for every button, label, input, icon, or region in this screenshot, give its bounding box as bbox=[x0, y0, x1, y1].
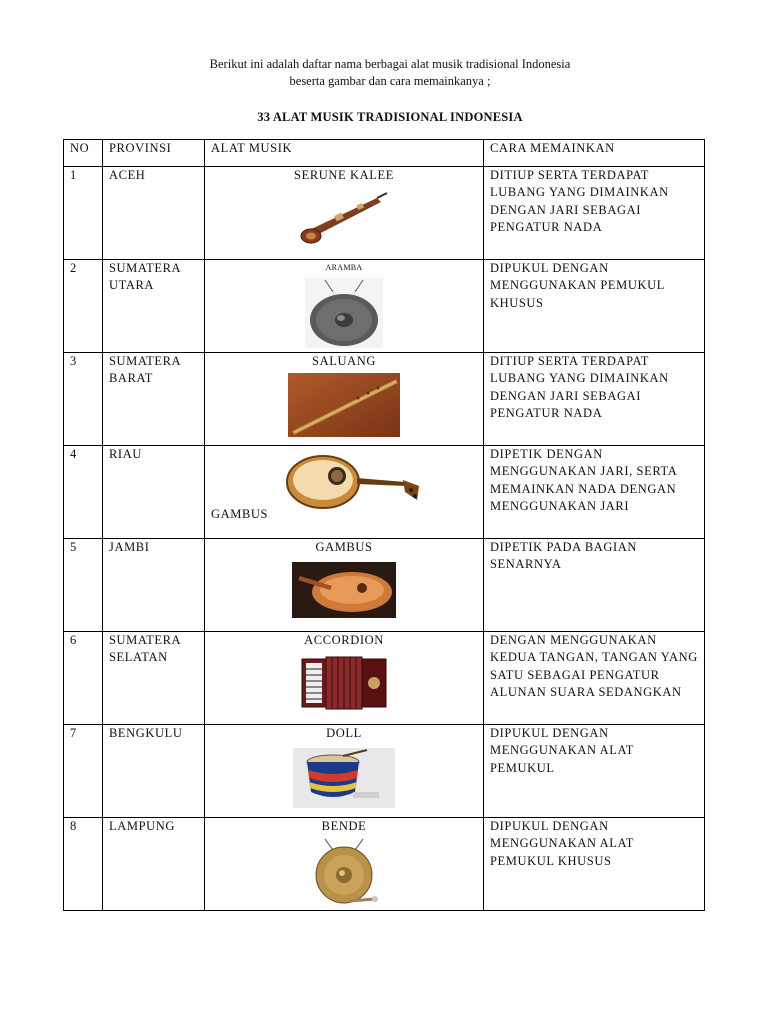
aramba-gong-image bbox=[305, 278, 383, 348]
cell-no: 3 bbox=[64, 353, 103, 446]
cell-alat-musik bbox=[205, 260, 484, 353]
cell-provinsi: SUMATERA UTARA bbox=[103, 260, 205, 353]
header-alat-musik: ALAT MUSIK bbox=[205, 140, 484, 167]
cell-provinsi: SUMATERA BARAT bbox=[103, 353, 205, 446]
cell-cara-memainkan: DIPUKUL DENGAN MENGGUNAKAN ALAT PEMUKUL KHUSUS bbox=[484, 818, 705, 911]
cell-cara-memainkan: DITIUP SERTA TERDAPAT LUBANG YANG DIMAINKAN DENGAN JARI SEBAGAI PENGATUR NADA bbox=[484, 167, 705, 260]
bende-gong-image bbox=[309, 837, 379, 907]
cara-text-clipped: DENGAN MENGGUNAKAN KEDUA TANGAN, TANGAN YANG SATU SEBAGAI PENGATUR ALUNAN SUARA SEDANGKAN bbox=[490, 633, 698, 699]
cell-alat-musik bbox=[205, 632, 484, 725]
alat-name: DOLL bbox=[326, 726, 362, 740]
cell-no: 7 bbox=[64, 725, 103, 818]
header-cara-memainkan: CARA MEMAINKAN bbox=[484, 140, 705, 167]
instrument-table bbox=[63, 139, 705, 911]
alat-name: GAMBUS bbox=[315, 540, 373, 554]
cell-cara-memainkan: DITIUP SERTA TERDAPAT LUBANG YANG DIMAINKAN DENGAN JARI SEBAGAI PENGATUR NADA bbox=[484, 353, 705, 446]
doll-drum-image bbox=[293, 748, 395, 808]
header-provinsi: PROVINSI bbox=[103, 140, 205, 167]
alat-name: ACCORDION bbox=[304, 633, 384, 647]
cell-provinsi: RIAU bbox=[103, 446, 205, 539]
alat-name: ARAMBA bbox=[325, 263, 363, 272]
cell-no: 8 bbox=[64, 818, 103, 911]
intro-text bbox=[0, 56, 768, 90]
cell-cara-memainkan: DIPUKUL DENGAN MENGGUNAKAN PEMUKUL KHUSUS bbox=[484, 260, 705, 353]
cell-alat-musik bbox=[205, 446, 484, 539]
cell-alat-musik bbox=[205, 353, 484, 446]
cell-no: 2 bbox=[64, 260, 103, 353]
cell-no: 6 bbox=[64, 632, 103, 725]
table-row bbox=[64, 725, 705, 818]
alat-name: SERUNE KALEE bbox=[294, 168, 394, 182]
table-row bbox=[64, 818, 705, 911]
alat-name: GAMBUS bbox=[211, 507, 269, 521]
cell-provinsi: ACEH bbox=[103, 167, 205, 260]
cell-provinsi: BENGKULU bbox=[103, 725, 205, 818]
cell-no: 1 bbox=[64, 167, 103, 260]
cell-cara-memainkan: DIPUKUL DENGAN MENGGUNAKAN ALAT PEMUKUL bbox=[484, 725, 705, 818]
alat-name: BENDE bbox=[321, 819, 367, 833]
table-row bbox=[64, 632, 705, 725]
cell-alat-musik bbox=[205, 167, 484, 260]
intro-line-2: beserta gambar dan cara memainkanya ; bbox=[289, 74, 491, 88]
cell-provinsi: SUMATERA SELATAN bbox=[103, 632, 205, 725]
document-title: 33 ALAT MUSIK TRADISIONAL INDONESIA bbox=[257, 110, 523, 124]
gambus-jambi-image bbox=[292, 562, 396, 618]
gambus-riau-image bbox=[285, 452, 429, 512]
table-row bbox=[64, 353, 705, 446]
cell-provinsi: JAMBI bbox=[103, 539, 205, 632]
intro-line-1: Berikut ini adalah daftar nama berbagai alat musik tradisional Indonesia bbox=[209, 57, 571, 71]
table-row bbox=[64, 167, 705, 260]
table-header-row bbox=[64, 140, 705, 167]
cell-no: 5 bbox=[64, 539, 103, 632]
table-row bbox=[64, 446, 705, 539]
table-row bbox=[64, 260, 705, 353]
alat-name: SALUANG bbox=[312, 354, 376, 368]
cell-alat-musik bbox=[205, 725, 484, 818]
cell-alat-musik bbox=[205, 818, 484, 911]
table-row bbox=[64, 539, 705, 632]
cell-cara-memainkan bbox=[484, 632, 705, 725]
cell-provinsi: LAMPUNG bbox=[103, 818, 205, 911]
header-no: NO bbox=[64, 140, 103, 167]
serune-kalee-image bbox=[299, 190, 389, 246]
cell-alat-musik bbox=[205, 539, 484, 632]
cell-cara-memainkan: DIPETIK DENGAN MENGGUNAKAN JARI, SERTA MEMAINKAN NADA DENGAN MENGGUNAKAN JARI bbox=[484, 446, 705, 539]
accordion-image bbox=[300, 653, 388, 713]
saluang-image bbox=[288, 373, 400, 437]
cell-cara-memainkan: DIPETIK PADA BAGIAN SENARNYA bbox=[484, 539, 705, 632]
cell-no: 4 bbox=[64, 446, 103, 539]
